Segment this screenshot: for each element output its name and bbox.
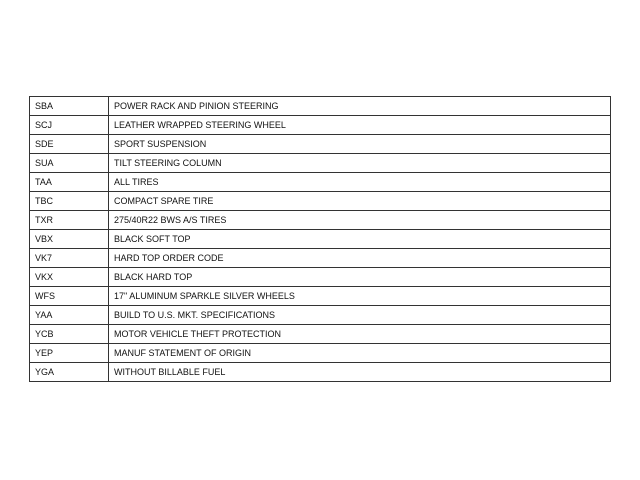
option-description: SPORT SUSPENSION bbox=[109, 135, 611, 154]
option-description: COMPACT SPARE TIRE bbox=[109, 192, 611, 211]
option-description: 17" ALUMINUM SPARKLE SILVER WHEELS bbox=[109, 287, 611, 306]
option-description: POWER RACK AND PINION STEERING bbox=[109, 97, 611, 116]
option-code: SDE bbox=[30, 135, 109, 154]
option-code: TXR bbox=[30, 211, 109, 230]
option-description: WITHOUT BILLABLE FUEL bbox=[109, 363, 611, 382]
option-description: BUILD TO U.S. MKT. SPECIFICATIONS bbox=[109, 306, 611, 325]
option-description: ALL TIRES bbox=[109, 173, 611, 192]
table-row bbox=[30, 363, 611, 382]
table-row bbox=[30, 135, 611, 154]
option-code: YGA bbox=[30, 363, 109, 382]
table-row bbox=[30, 173, 611, 192]
option-code: VKX bbox=[30, 268, 109, 287]
option-code: TBC bbox=[30, 192, 109, 211]
table-row bbox=[30, 287, 611, 306]
option-code: YCB bbox=[30, 325, 109, 344]
table-row bbox=[30, 192, 611, 211]
table-row bbox=[30, 306, 611, 325]
option-description: TILT STEERING COLUMN bbox=[109, 154, 611, 173]
option-code: YEP bbox=[30, 344, 109, 363]
option-description: LEATHER WRAPPED STEERING WHEEL bbox=[109, 116, 611, 135]
table-row bbox=[30, 116, 611, 135]
option-code: TAA bbox=[30, 173, 109, 192]
option-code: VK7 bbox=[30, 249, 109, 268]
table-row bbox=[30, 268, 611, 287]
option-description: 275/40R22 BWS A/S TIRES bbox=[109, 211, 611, 230]
option-code: WFS bbox=[30, 287, 109, 306]
option-code: VBX bbox=[30, 230, 109, 249]
option-code: YAA bbox=[30, 306, 109, 325]
option-codes-table bbox=[29, 96, 611, 382]
option-code: SBA bbox=[30, 97, 109, 116]
option-description: HARD TOP ORDER CODE bbox=[109, 249, 611, 268]
option-description: BLACK SOFT TOP bbox=[109, 230, 611, 249]
table-row bbox=[30, 325, 611, 344]
table-row bbox=[30, 249, 611, 268]
table-row bbox=[30, 154, 611, 173]
table-row bbox=[30, 211, 611, 230]
option-description: BLACK HARD TOP bbox=[109, 268, 611, 287]
option-description: MANUF STATEMENT OF ORIGIN bbox=[109, 344, 611, 363]
table-row bbox=[30, 344, 611, 363]
table-row bbox=[30, 97, 611, 116]
option-code: SCJ bbox=[30, 116, 109, 135]
table-row bbox=[30, 230, 611, 249]
option-description: MOTOR VEHICLE THEFT PROTECTION bbox=[109, 325, 611, 344]
option-code: SUA bbox=[30, 154, 109, 173]
